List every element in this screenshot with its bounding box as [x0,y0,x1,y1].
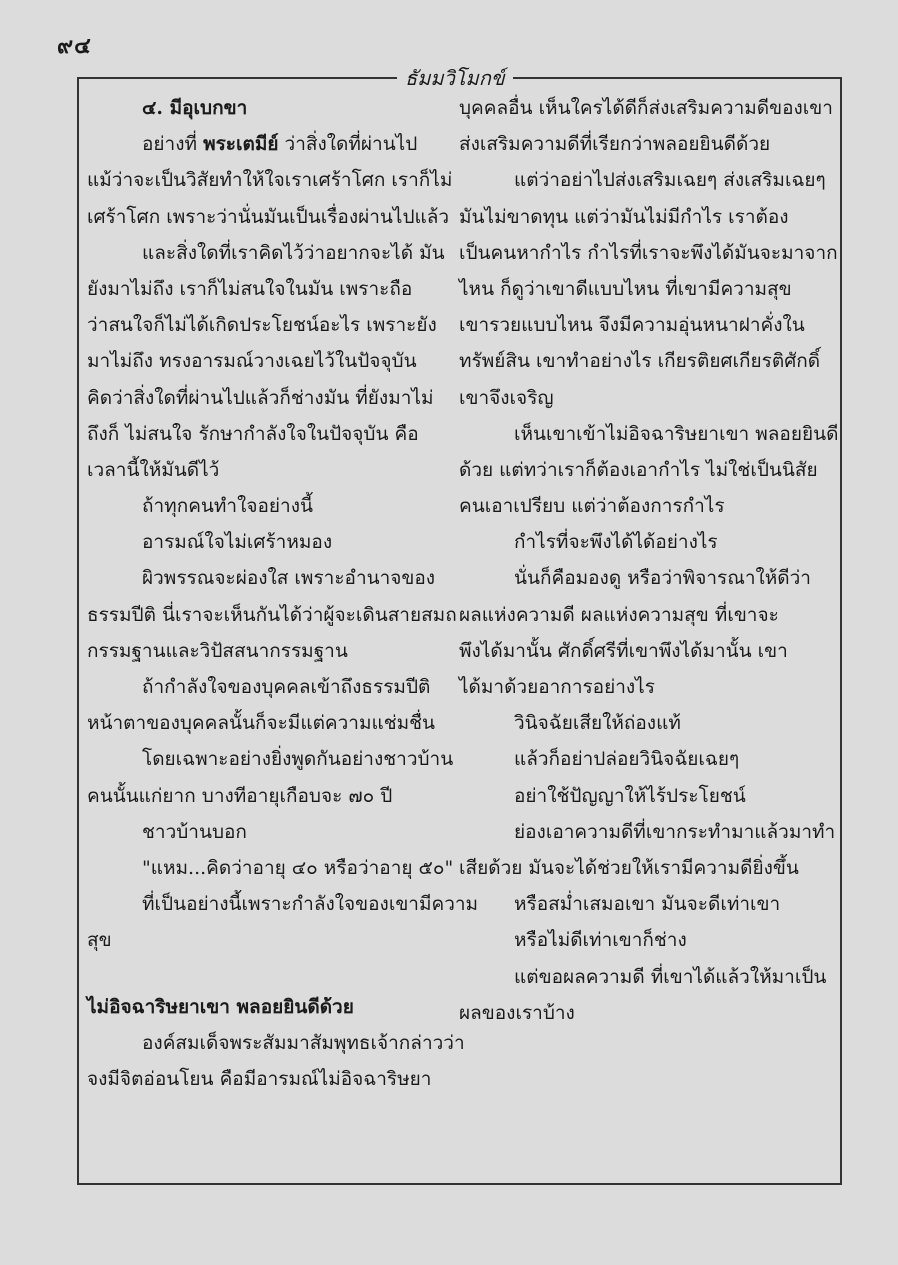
text-line: ไหน ก็ดูว่าเขาดีแบบไหน ที่เขามีความสุข [459,277,792,300]
text-line: ถ้าทุกคนทำใจอย่างนี้ [142,495,313,518]
text-line: อารมณ์ใจไม่เศร้าหมอง [142,531,333,554]
text-line: เศร้าโศก เพราะว่านั่นมันเป็นเรื่องผ่านไปแล้ว [87,205,450,228]
text-line: "แหม...คิดว่าอายุ ๔๐ หรือว่าอายุ ๕๐" [142,856,454,879]
text-line: ย่องเอาความดีที่เขากระทำมาแล้วมาทำ [514,820,836,843]
text-line: วินิจฉัยเสียให้ถ่องแท้ [514,712,681,735]
text-line: ผิวพรรณจะผ่องใส เพราะอำนาจของ [142,567,436,590]
text-line: เขารวยแบบไหน จึงมีความอุ่นหนาฝาคั่งใน [459,314,805,337]
text-line: กรรมฐานและวิปัสสนากรรมฐาน [87,639,348,662]
text-line: คนนั้นแก่ยาก บางทีอายุเกือบจะ ๗๐ ปี [87,784,393,807]
text-line: ผลแห่งความดี ผลแห่งความสุข ที่เขาจะ [459,603,779,626]
text-line: เวลานี้ให้มันดีไว้ [87,458,220,481]
text-line: คิดว่าสิ่งใดที่ผ่านไปแล้วก็ช่างมัน ที่ยังมาไม่ [87,386,434,409]
text-line: ด้วย แต่ทว่าเราก็ต้องเอากำไร ไม่ใช่เป็นนิสัย [459,458,818,481]
text-line: แล้วก็อย่าปล่อยวินิจฉัยเฉยๆ [514,748,740,771]
text-line: โดยเฉพาะอย่างยิ่งพูดกันอย่างชาวบ้าน [142,748,454,771]
text-line: ได้มาด้วยอาการอย่างไร [459,676,655,698]
text-line: หน้าตาของบุคคลนั้นก็จะมีแต่ความแช่มชื่น [87,712,436,735]
text-line: องค์สมเด็จพระสัมมาสัมพุทธเจ้ากล่าวว่า [142,1031,465,1054]
text-line: สุข [87,929,112,952]
text-line: นั่นก็คือมองดู หรือว่าพิจารณาให้ดีว่า [514,567,811,590]
text-line: แม้ว่าจะเป็นวิสัยทำให้ใจเราเศร้าโศก เราก็ไม่ [87,169,453,192]
text-line: บุคคลอื่น เห็นใครได้ดีก็ส่งเสริมความดีของเขา [459,97,833,119]
text-line: ธรรมปีติ นี่เราจะเห็นกันได้ว่าผู้จะเดินสายสมถ [87,603,457,626]
text-line: มันไม่ขาดทุน แต่ว่ามันไม่มีกำไร เราต้อง [459,205,789,228]
page-number: ๙๔ [57,33,92,59]
text-line: เขาจึงเจริญ [459,386,554,409]
text-line: คนเอาเปรียบ แต่ว่าต้องการกำไร [459,495,725,518]
text-line: เห็นเขาเข้าไม่อิจฉาริษยาเขา พลอยยินดี [514,422,839,445]
text-line: อย่าใช้ปัญญาให้ไร้ประโยชน์ [514,784,746,807]
text-line: จงมีจิตอ่อนโยน คือมีอารมณ์ไม่อิจฉาริษยา [87,1067,432,1090]
text-line: หรือไม่ดีเท่าเขาก็ช่าง [514,929,687,952]
text-line: ชาวบ้านบอก [142,820,247,843]
text-line: อย่างที่ พระเตมีย์ ว่าสิ่งใดที่ผ่านไป [142,133,418,156]
text-line: แต่ว่าอย่าไปส่งเสริมเฉยๆ ส่งเสริมเฉยๆ [514,169,826,192]
left-column [87,90,479,1097]
text-line: ยังมาไม่ถึง เราก็ไม่สนใจในมัน เพราะถือ [87,277,413,300]
text-line: ส่งเสริมความดีที่เรียกว่าพลอยยินดีด้วย [459,133,771,156]
right-column [459,90,839,1031]
text-line: ถ้ากำลังใจของบุคคลเข้าถึงธรรมปีติ [142,676,431,698]
text-line: ทรัพย์สิน เขาทำอย่างไร เกียรติยศเกียรติศักดิ์ [459,350,821,373]
section-heading: ไม่อิจฉาริษยาเขา พลอยยินดีด้วย [87,995,354,1018]
text-line: หรือสม่ำเสมอเขา มันจะดีเท่าเขา [514,893,781,916]
text-line: เป็นคนหากำไร กำไรที่เราจะพึงได้มันจะมาจาก [459,241,838,264]
text-line: ว่าสนใจก็ไม่ได้เกิดประโยชน์อะไร เพราะยัง [87,314,437,337]
section-heading: ๔. มีอุเบกขา [142,97,248,119]
text-line: กำไรที่จะพึงได้ได้อย่างไร [514,531,718,554]
text-line: พึงได้มานั้น ศักดิ์ศรีที่เขาพึงได้มานั้น เขา [459,639,788,662]
text-line: และสิ่งใดที่เราคิดไว้ว่าอยากจะได้ มัน [142,241,445,264]
text-line: ที่เป็นอย่างนี้เพราะกำลังใจของเขามีความ [142,893,479,916]
text-line: แต่ขอผลความดี ที่เขาได้แล้วให้มาเป็น [514,965,827,988]
text-line: มาไม่ถึง ทรงอารมณ์วางเฉยไว้ในปัจจุบัน [87,350,417,373]
emphasized-name: พระเตมีย์ [203,133,279,156]
paragraph-gap [87,959,435,989]
text-line: ผลของเราบ้าง [459,1001,575,1024]
text-line: ถึงก็ ไม่สนใจ รักษากำลังใจในปัจจุบัน คือ [87,422,419,445]
text-line: เสียด้วย มันจะได้ช่วยให้เรามีความดียิ่งขึ้น [459,856,799,879]
running-head: ธัมมวิโมกข์ [397,62,513,94]
